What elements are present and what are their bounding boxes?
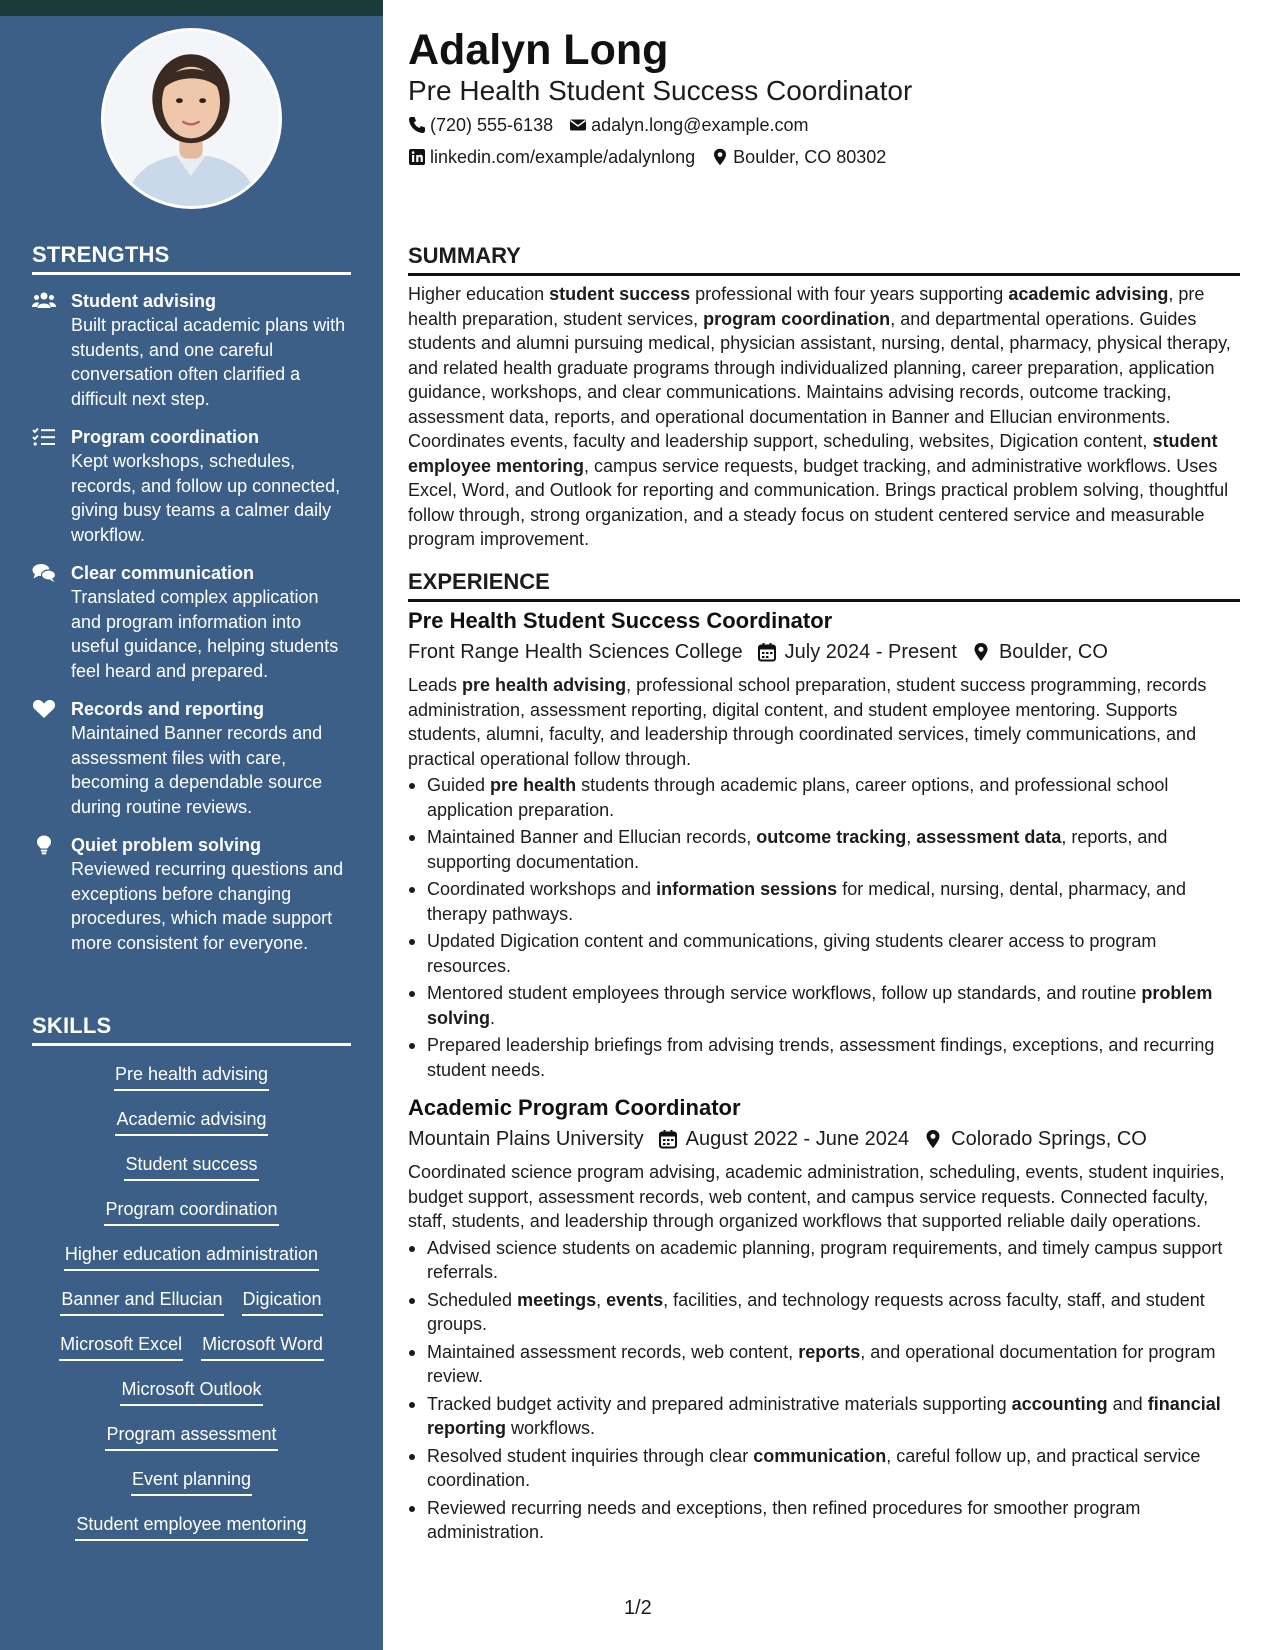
- experience-heading: EXPERIENCE: [408, 568, 1240, 602]
- skill-tag: Pre health advising: [114, 1062, 269, 1091]
- job-meta: [408, 1126, 1240, 1152]
- job-bullet: Maintained Banner and Ellucian records, outcome tracking, assessment data, reports, and supporting documentation.: [408, 825, 1240, 874]
- emphasis-text: academic advising: [1008, 284, 1169, 304]
- candidate-headline: Pre Health Student Success Coordinator: [408, 75, 913, 106]
- job-bullets: [408, 1236, 1240, 1545]
- skill-tag: Program assessment: [105, 1422, 277, 1451]
- map-pin-icon: [923, 1129, 943, 1149]
- job-company: Mountain Plains University: [408, 1128, 644, 1150]
- job-description: Leads pre health advising, professional school preparation, student success programming, records administration, assessment reporting, digital content, and student employee mentoring. Supports students, alumni, faculty, and leadership through coordinated services, timely communications, and practical operational follow through.: [408, 675, 1207, 769]
- linkedin-icon: [408, 148, 426, 166]
- map-pin-icon: [711, 148, 729, 166]
- page-number: 1/2: [624, 1597, 652, 1619]
- candidate-name: Adalyn Long: [408, 26, 669, 74]
- phone-icon: [408, 116, 426, 134]
- emphasis-text: financial reporting: [427, 1393, 1221, 1438]
- job-bullet: Updated Digication content and communications, giving students clearer access to program resources.: [408, 929, 1240, 978]
- job-bullet: Prepared leadership briefings from advising trends, assessment findings, exceptions, and recurring student needs.: [408, 1033, 1240, 1082]
- contact-location: [711, 146, 886, 168]
- emphasis-text: reports: [798, 1341, 861, 1362]
- strength-description: Translated complex application and program information into useful guidance, helping students feel heard and prepared.: [71, 587, 339, 681]
- skill-tag: Event planning: [131, 1467, 252, 1496]
- contact-email[interactable]: [569, 114, 808, 136]
- skill-row: [32, 1242, 351, 1287]
- job-bullets: [408, 773, 1240, 1082]
- job-bullet: Resolved student inquiries through clear communication, careful follow up, and practical service coordination.: [408, 1444, 1240, 1493]
- skill-tag: Student success: [124, 1152, 258, 1181]
- summary-heading: SUMMARY: [408, 242, 1240, 276]
- strength-item: [32, 289, 352, 411]
- skill-tag: Microsoft Word: [201, 1332, 324, 1361]
- emphasis-text: pre health advising: [462, 675, 627, 695]
- strengths-list: [32, 289, 352, 969]
- skill-row: [32, 1197, 351, 1242]
- job-bullet: Scheduled meetings, events, facilities, and technology requests across faculty, staff, and student groups.: [408, 1288, 1240, 1337]
- emphasis-text: student success: [549, 284, 691, 304]
- emphasis-text: communication: [753, 1445, 887, 1466]
- list-check-icon: [32, 427, 56, 447]
- sidebar-top-bar: [0, 0, 383, 16]
- skill-row: [32, 1377, 351, 1422]
- skill-tag: Student employee mentoring: [75, 1512, 307, 1541]
- phone-text: (720) 555-6138: [430, 115, 554, 135]
- strengths-heading: STRENGTHS: [32, 242, 351, 275]
- skill-tag: Banner and Ellucian: [60, 1287, 223, 1316]
- emphasis-text: outcome tracking: [756, 827, 907, 847]
- skill-tag: Microsoft Outlook: [120, 1377, 262, 1406]
- profile-photo: [101, 28, 282, 209]
- contact-phone[interactable]: [408, 114, 553, 136]
- map-pin-icon: [971, 642, 991, 662]
- skill-row: [32, 1332, 351, 1377]
- job-dates: August 2022 - June 2024: [685, 1128, 910, 1150]
- calendar-icon: [658, 1129, 678, 1149]
- emphasis-text: information sessions: [656, 879, 838, 899]
- job-location: Boulder, CO: [998, 641, 1108, 663]
- summary-text: Higher education student success professional with four years supporting academic advising, pre health preparation, student services, program coordination, and departmental operations. Guides students and alumni pursuing medical, physician assistant, nursing, dental, pharmacy, physical therapy, and related health graduate programs through individualized planning, career preparation, application guidance, workshops, and clear communications. Maintains advising records, outcome tracking, assessment data, reports, and operational documentation in Banner and Ellucian environments. Coordinates events, faculty and leadership support, scheduling, websites, Digication content, student employee mentoring, campus service requests, budget tracking, and administrative workflows. Uses Excel, Word, and Outlook for reporting and communication. Brings practical problem solving, thoughtful follow through, strong organization, and a steady focus on student centered service and measurable program improvement.: [408, 284, 1231, 549]
- strength-title: Quiet problem solving: [71, 835, 262, 855]
- skill-row: [32, 1467, 351, 1512]
- heart-icon: [32, 699, 56, 719]
- skill-tag: Higher education administration: [64, 1242, 319, 1271]
- strength-description: Built practical academic plans with students, and one careful conversation often clarified a difficult next step.: [71, 315, 346, 409]
- envelope-icon: [569, 116, 587, 134]
- emphasis-text: pre health: [490, 775, 577, 795]
- email-text: adalyn.long@example.com: [591, 115, 809, 135]
- strength-description: Reviewed recurring questions and exceptions before changing procedures, which made support more consistent for everyone.: [71, 859, 344, 953]
- job-bullet: Coordinated workshops and information sessions for medical, nursing, dental, pharmacy, and therapy pathways.: [408, 877, 1240, 926]
- emphasis-text: assessment data: [916, 827, 1062, 847]
- skill-tag: Academic advising: [115, 1107, 267, 1136]
- job-company: Front Range Health Sciences College: [408, 641, 743, 663]
- comments-icon: [32, 563, 56, 583]
- job-description: Coordinated science program advising, academic administration, scheduling, events, student inquiries, budget support, assessment records, web content, and campus service requests. Connected faculty, staff, students, and leadership through organized workflows that supported reliable daily operations.: [408, 1162, 1225, 1231]
- strength-title: Program coordination: [71, 427, 260, 447]
- location-text: Boulder, CO 80302: [733, 147, 887, 167]
- users-icon: [32, 291, 56, 311]
- emphasis-text: problem solving: [427, 983, 1213, 1028]
- job-bullet: Mentored student employees through service workflows, follow up standards, and routine problem solving.: [408, 981, 1240, 1030]
- job-entry: [408, 607, 1240, 1085]
- strength-description: Kept workshops, schedules, records, and follow up connected, giving busy teams a calmer daily workflow.: [71, 451, 341, 545]
- strength-item: [32, 697, 352, 819]
- job-location: Colorado Springs, CO: [951, 1128, 1147, 1150]
- strength-title: Student advising: [71, 291, 217, 311]
- contact-row: [408, 114, 808, 136]
- job-bullet: Maintained assessment records, web content, reports, and operational documentation for program review.: [408, 1340, 1240, 1389]
- skill-row: [32, 1152, 351, 1197]
- emphasis-text: meetings: [517, 1289, 597, 1310]
- job-title: Pre Health Student Success Coordinator: [408, 608, 833, 633]
- job-meta: [408, 639, 1240, 665]
- skill-tag: Program coordination: [104, 1197, 278, 1226]
- linkedin-text: linkedin.com/example/adalynlong: [430, 147, 696, 167]
- skills-heading: SKILLS: [32, 1013, 351, 1046]
- emphasis-text: program coordination: [703, 308, 891, 329]
- lightbulb-icon: [32, 835, 56, 855]
- skill-row: [32, 1512, 351, 1557]
- skills-list: [32, 1062, 351, 1557]
- strength-title: Records and reporting: [71, 699, 265, 719]
- job-entry: [408, 1094, 1240, 1548]
- emphasis-text: events: [606, 1289, 664, 1310]
- skill-row: [32, 1107, 351, 1152]
- strength-item: [32, 561, 352, 683]
- profile-photo-illustration: [104, 31, 279, 206]
- strength-title: Clear communication: [71, 563, 255, 583]
- skill-tag: Digication: [242, 1287, 323, 1316]
- contact-linkedin[interactable]: [408, 146, 695, 168]
- job-title: Academic Program Coordinator: [408, 1095, 741, 1120]
- strength-description: Maintained Banner records and assessment files with care, becoming a dependable source during routine reviews.: [71, 723, 323, 817]
- job-bullet: Advised science students on academic planning, program requirements, and timely campus support referrals.: [408, 1236, 1240, 1285]
- contact-row: [408, 146, 886, 168]
- job-bullet: Tracked budget activity and prepared administrative materials supporting accounting and financial reporting workflows.: [408, 1392, 1240, 1441]
- strength-item: [32, 833, 352, 955]
- emphasis-text: student employee mentoring: [408, 431, 1218, 476]
- skill-row: [32, 1287, 351, 1332]
- strength-item: [32, 425, 352, 547]
- job-dates: July 2024 - Present: [784, 641, 957, 663]
- job-bullet: Guided pre health students through academic plans, career options, and professional school application preparation.: [408, 773, 1240, 822]
- job-bullet: Reviewed recurring needs and exceptions, then refined procedures for smoother program administration.: [408, 1496, 1240, 1545]
- skill-row: [32, 1422, 351, 1467]
- calendar-icon: [757, 642, 777, 662]
- skill-tag: Microsoft Excel: [59, 1332, 183, 1361]
- sidebar: [0, 0, 383, 1650]
- skill-row: [32, 1062, 351, 1107]
- emphasis-text: accounting: [1011, 1393, 1108, 1414]
